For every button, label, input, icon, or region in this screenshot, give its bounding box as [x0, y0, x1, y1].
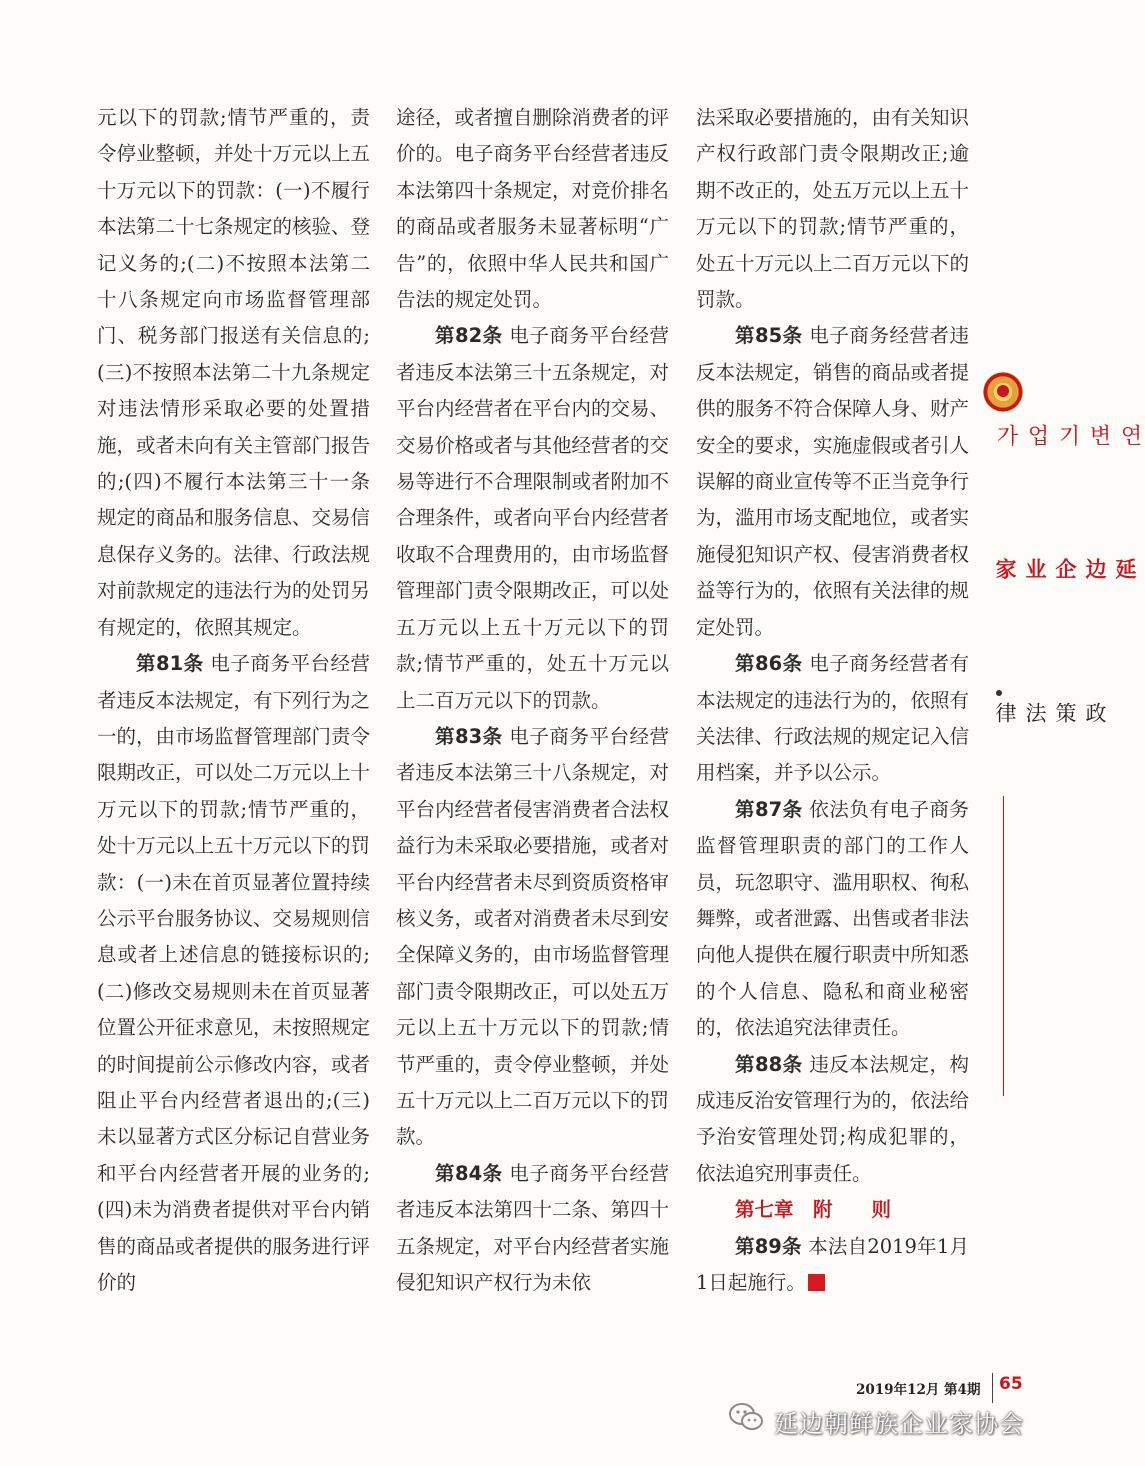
article-body: 电子商务经营者违反本法规定，销售的商品或者提供的服务不符合保障人身、财产安全的要求，实施虚假或者引人误解的商业宣传等不正当竞争行为，滥用市场支配地位，或者实施侵犯知识产权、侵害消费者权益等行为的，依照有关法律的规定处罚。	[696, 324, 970, 639]
article-number: 第81条	[136, 652, 204, 676]
text-column-3	[696, 100, 969, 1301]
article-paragraph	[696, 792, 969, 1047]
chapter-heading	[696, 1192, 969, 1228]
article-paragraph	[696, 1229, 969, 1302]
article-paragraph	[696, 1047, 969, 1193]
article-body: 电子商务经营者有本法规定的违法行为的，依照有关法律、行政法规的规定记入信用档案，并予以公示。	[696, 652, 970, 785]
end-mark-icon	[808, 1274, 825, 1291]
wechat-icon	[728, 1402, 764, 1432]
article-body: 电子商务平台经营者违反本法第四十二条、第四十五条规定，对平台内经营者实施侵犯知识产权行为未依	[396, 1161, 670, 1294]
article-body: 本法自2019年1月1日起施行。	[696, 1234, 969, 1294]
watermark-text: 延边朝鲜族企业家协会	[774, 1410, 1024, 1438]
article-body: 依法负有电子商务监督管理职责的部门的工作人员，玩忽职守、滥用职权、徇私舞弊，或者泄露、出售或者非法向他人提供在履行职责中所知悉的个人信息、隐私和商业秘密的，依法追究法律责任。	[696, 797, 970, 1040]
issue-label: 2019年12月 第4期	[856, 1382, 981, 1398]
article-body: 电子商务平台经营者违反本法第三十八条规定，对平台内经营者侵害消费者合法权益行为未采取必要措施，或者对平台内经营者未尽到资质资格审核义务，或者对消费者未尽到安全保障义务的，由市场监督管理部门责令限期改正，可以处五万元以上五十万元以下的罚款;情节严重的，责令停业整顿，并处五十万元以上二百万元以下的罚款。	[396, 724, 670, 1149]
article-paragraph	[97, 646, 370, 1301]
masthead-chinese: 延边企业家	[993, 558, 1137, 580]
continued-paragraph: 元以下的罚款;情节严重的，责令停业整顿，并处十万元以上五十万元以下的罚款：(一)不履行本法第二十七条规定的核验、登记义务的;(二)不按照本法第二十八条规定向市场监督管理部门、税务部门报送有关信息的;(三)不按照本法第二十九条规定对违法情形采取必要的处置措施，或者未向有关主管部门报告的;(四)不履行本法第三十一条规定的商品和服务信息、交易信息保存义务的。法律、行政法规对前款规定的违法行为的处罚另有规定的，依照其规定。	[97, 106, 371, 639]
article-number: 第88条	[735, 1052, 803, 1076]
continued-paragraph: 法采取必要措施的，由有关知识产权行政部门责令限期改正;逾期不改正的，处五万元以上五十万元以下的罚款;情节严重的，处五十万元以上二百万元以下的罚款。	[696, 106, 970, 312]
article-number: 第82条	[435, 324, 503, 348]
article-paragraph	[396, 1156, 669, 1302]
section-label: 政策法律	[993, 702, 1107, 724]
article-body: 电子商务平台经营者违反本法规定，有下列行为之一的，由市场监督管理部门责令限期改正，可以处二万元以上十万元以下的罚款;情节严重的，处十万元以上五十万元以下的罚款：(一)未在首页显著位置持续公示平台服务协议、交易规则信息或者上述信息的链接标识的;(二)修改交易规则未在首页显著位置公开征求意见，未按照规定的时间提前公示修改内容，或者阻止平台内经营者退出的;(三)未以显著方式区分标记自营业务和平台内经营者开展的业务的;(四)未为消费者提供对平台内销售的商品或者提供的服务进行评价的	[97, 652, 371, 1294]
article-body: 违反本法规定，构成违反治安管理行为的，依法给予治安管理处罚;构成犯罪的，依法追究刑事责任。	[696, 1052, 970, 1185]
article-paragraph	[396, 318, 669, 718]
continued-paragraph: 途径，或者擅自删除消费者的评价的。电子商务平台经营者违反本法第四十条规定，对竞价排名的商品或者服务未显著标明“广告”的，依照中华人民共和国广告法的规定处罚。	[396, 106, 670, 312]
side-rule	[1003, 796, 1004, 1096]
article-paragraph	[696, 318, 969, 646]
article-number: 第89条	[735, 1234, 802, 1258]
article-paragraph	[696, 646, 969, 792]
article-number: 第83条	[435, 724, 503, 748]
article-body: 电子商务平台经营者违反本法第三十五条规定，对平台内经营者在平台内的交易、交易价格或者与其他经营者的交易等进行不合理限制或者附加不合理条件，或者向平台内经营者收取不合理费用的，由市场监督管理部门责令限期改正，可以处五万元以上五十万元以下的罚款;情节严重的，处五十万元以上二百万元以下的罚款。	[396, 324, 670, 712]
chapter-title: 第七章 附 则	[735, 1198, 892, 1222]
text-column-1	[97, 100, 370, 1301]
association-logo-icon	[983, 372, 1023, 412]
masthead-korean: 연변기업가	[993, 424, 1142, 447]
text-column-2	[396, 100, 669, 1301]
article-number: 第87条	[735, 797, 803, 821]
article-number: 第85条	[735, 324, 803, 348]
masthead-separator-dot	[996, 690, 1002, 696]
article-paragraph	[396, 719, 669, 1156]
footer-divider	[992, 1373, 993, 1403]
article-number: 第84条	[435, 1161, 503, 1185]
page-number: 65	[999, 1374, 1023, 1394]
article-number: 第86条	[735, 652, 803, 676]
